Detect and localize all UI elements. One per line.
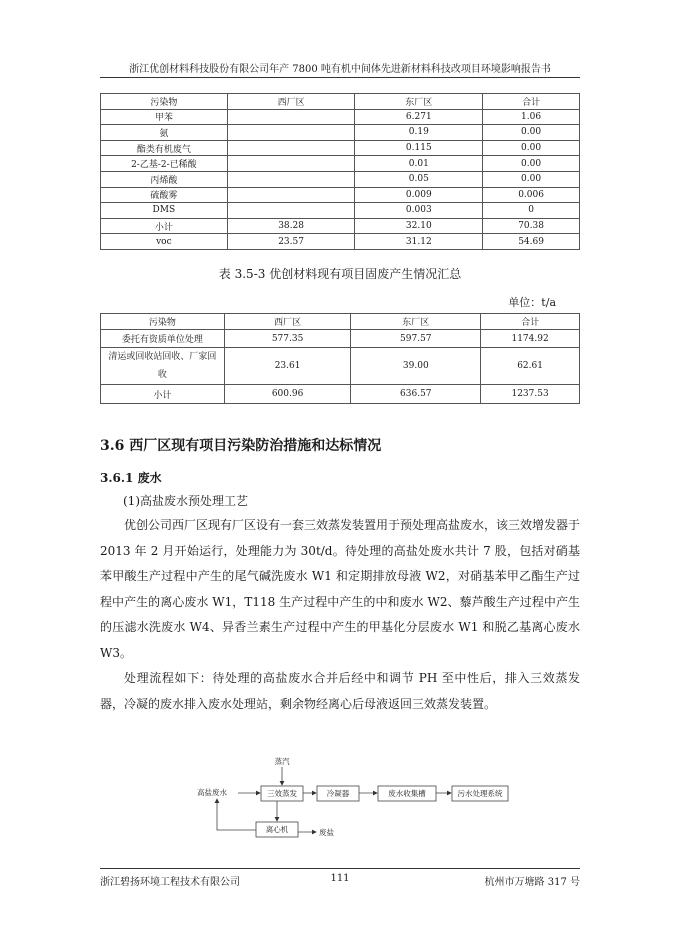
list-item-heading: (1)高盐废水预处理工艺 bbox=[123, 494, 248, 508]
table-cell: 1237.53 bbox=[481, 385, 580, 404]
table-cell: 32.10 bbox=[355, 218, 483, 234]
col-header: 合计 bbox=[483, 94, 580, 110]
table-cell: 597.57 bbox=[351, 330, 481, 348]
table-cell: 600.96 bbox=[224, 385, 351, 404]
condenser-label: 冷凝器 bbox=[326, 789, 350, 798]
table-cell bbox=[227, 187, 355, 203]
paragraph: 处理流程如下：待处理的高盐废水合并后经中和调节 PH 至中性后，排入三效蒸发器，冷凝的废水排入废水处理站，剩余物经离心后母液返回三效蒸发装置。 bbox=[100, 671, 580, 711]
table-cell: 0.006 bbox=[483, 187, 580, 203]
table-cell: 2-乙基-2-已稀酸 bbox=[101, 156, 228, 172]
footer-rule bbox=[100, 868, 580, 869]
table-cell: 577.35 bbox=[224, 330, 351, 348]
body-text bbox=[100, 513, 580, 717]
table-cell: DMS bbox=[101, 203, 228, 219]
col-header: 西厂区 bbox=[227, 94, 355, 110]
table-cell: 23.57 bbox=[227, 234, 355, 250]
paragraph: 优创公司西厂区现有厂区设有一套三效蒸发装置用于预处理高盐废水，该三效增发器于 2013 年 2 月开始运行，处理能力为 30t/d。待处理的高盐处废水共计 7 股，包括对硝基苯甲酸生产过程中产生的尾气碱洗废水 W1 和定期排放母液 W2，对硝基苯甲乙酯生产过程中产生的离心废水 W1，T118 生产过程中产生的中和废水 W2、藜芦酸生产过程中产生的压滤水洗废水 W4、异香兰素生产过程中产生的甲基化分层废水 W1 和脱乙基离心废水 W3。 bbox=[100, 518, 581, 660]
table-header-row bbox=[101, 314, 580, 330]
col-header: 西厂区 bbox=[224, 314, 351, 330]
table-row bbox=[101, 125, 580, 141]
table-cell bbox=[227, 109, 355, 125]
table-row bbox=[101, 330, 580, 348]
table-cell: 0.115 bbox=[355, 140, 483, 156]
table-row bbox=[101, 348, 580, 385]
table-cell: 委托有资质单位处理 bbox=[101, 330, 225, 348]
footer-company: 浙江碧扬环境工程技术有限公司 bbox=[100, 877, 240, 888]
table-cell: 酯类有机废气 bbox=[101, 140, 228, 156]
table-row bbox=[101, 218, 580, 234]
waste-salt-label: 废盐 bbox=[319, 828, 334, 837]
footer-address: 杭州市万塘路 317 号 bbox=[484, 877, 580, 888]
col-header: 污染物 bbox=[101, 94, 228, 110]
table-cell: 1.06 bbox=[483, 109, 580, 125]
table-row bbox=[101, 140, 580, 156]
table-cell: 0.00 bbox=[483, 125, 580, 141]
table-cell: 丙烯酸 bbox=[101, 171, 228, 187]
table-cell: 0.00 bbox=[483, 171, 580, 187]
table-cell: 清运或回收站回收、厂家回收 bbox=[101, 348, 225, 385]
table-row bbox=[101, 234, 580, 250]
table-cell: 甲苯 bbox=[101, 109, 228, 125]
col-header: 东厂区 bbox=[351, 314, 481, 330]
collection-tank-label: 废水收集槽 bbox=[388, 789, 426, 798]
input-label: 高盐废水 bbox=[197, 788, 227, 797]
table-row bbox=[101, 385, 580, 404]
table-cell: 硫酸雾 bbox=[101, 187, 228, 203]
table-cell: 54.69 bbox=[483, 234, 580, 250]
evaporator-label: 三效蒸发 bbox=[267, 789, 297, 798]
col-header: 东厂区 bbox=[355, 94, 483, 110]
table-cell: 38.28 bbox=[227, 218, 355, 234]
subsection-heading: 3.6.1 废水 bbox=[100, 471, 162, 485]
table-cell: 0.05 bbox=[355, 171, 483, 187]
table-cell: 636.57 bbox=[351, 385, 481, 404]
steam-label: 蒸汽 bbox=[274, 757, 290, 766]
solid-waste-table bbox=[100, 313, 580, 404]
table-cell: 0.009 bbox=[355, 187, 483, 203]
process-flow-diagram bbox=[195, 744, 515, 842]
header-rule bbox=[100, 77, 580, 78]
treatment-system-label: 污水处理系统 bbox=[457, 789, 503, 798]
centrifuge-label: 离心机 bbox=[265, 825, 289, 834]
table-cell: 31.12 bbox=[355, 234, 483, 250]
page-header: 浙江优创材料科技股份有限公司年产 7800 吨有机中间体先进新材料科技改项目环境影响报告书 bbox=[129, 64, 551, 75]
unit-label: 单位：t/a bbox=[508, 296, 556, 309]
table-cell: 0.00 bbox=[483, 156, 580, 172]
table-cell: 氨 bbox=[101, 125, 228, 141]
table-cell: 0.01 bbox=[355, 156, 483, 172]
table-cell: 0 bbox=[483, 203, 580, 219]
table-cell: 小计 bbox=[101, 218, 228, 234]
col-header: 污染物 bbox=[101, 314, 225, 330]
table-cell bbox=[227, 140, 355, 156]
table-caption: 表 3.5-3 优创材料现有项目固废产生情况汇总 bbox=[218, 267, 462, 281]
table-cell: 6.271 bbox=[355, 109, 483, 125]
table-cell: 小计 bbox=[101, 385, 225, 404]
table-cell: 23.61 bbox=[224, 348, 351, 385]
emission-table bbox=[100, 93, 580, 250]
table-row bbox=[101, 109, 580, 125]
page-number: 111 bbox=[330, 873, 350, 884]
table-cell: voc bbox=[101, 234, 228, 250]
table-cell bbox=[227, 171, 355, 187]
table-cell bbox=[227, 203, 355, 219]
table-row bbox=[101, 187, 580, 203]
table-row bbox=[101, 203, 580, 219]
table-cell: 0.00 bbox=[483, 140, 580, 156]
table-row bbox=[101, 156, 580, 172]
table-cell bbox=[227, 156, 355, 172]
col-header: 合计 bbox=[481, 314, 580, 330]
table-cell: 39.00 bbox=[351, 348, 481, 385]
table-header-row bbox=[101, 94, 580, 110]
table-row bbox=[101, 171, 580, 187]
section-heading: 3.6 西厂区现有项目污染防治措施和达标情况 bbox=[100, 438, 382, 454]
table-cell: 1174.92 bbox=[481, 330, 580, 348]
table-cell: 62.61 bbox=[481, 348, 580, 385]
table-cell: 0.19 bbox=[355, 125, 483, 141]
table-cell: 0.003 bbox=[355, 203, 483, 219]
table-cell bbox=[227, 125, 355, 141]
table-cell: 70.38 bbox=[483, 218, 580, 234]
